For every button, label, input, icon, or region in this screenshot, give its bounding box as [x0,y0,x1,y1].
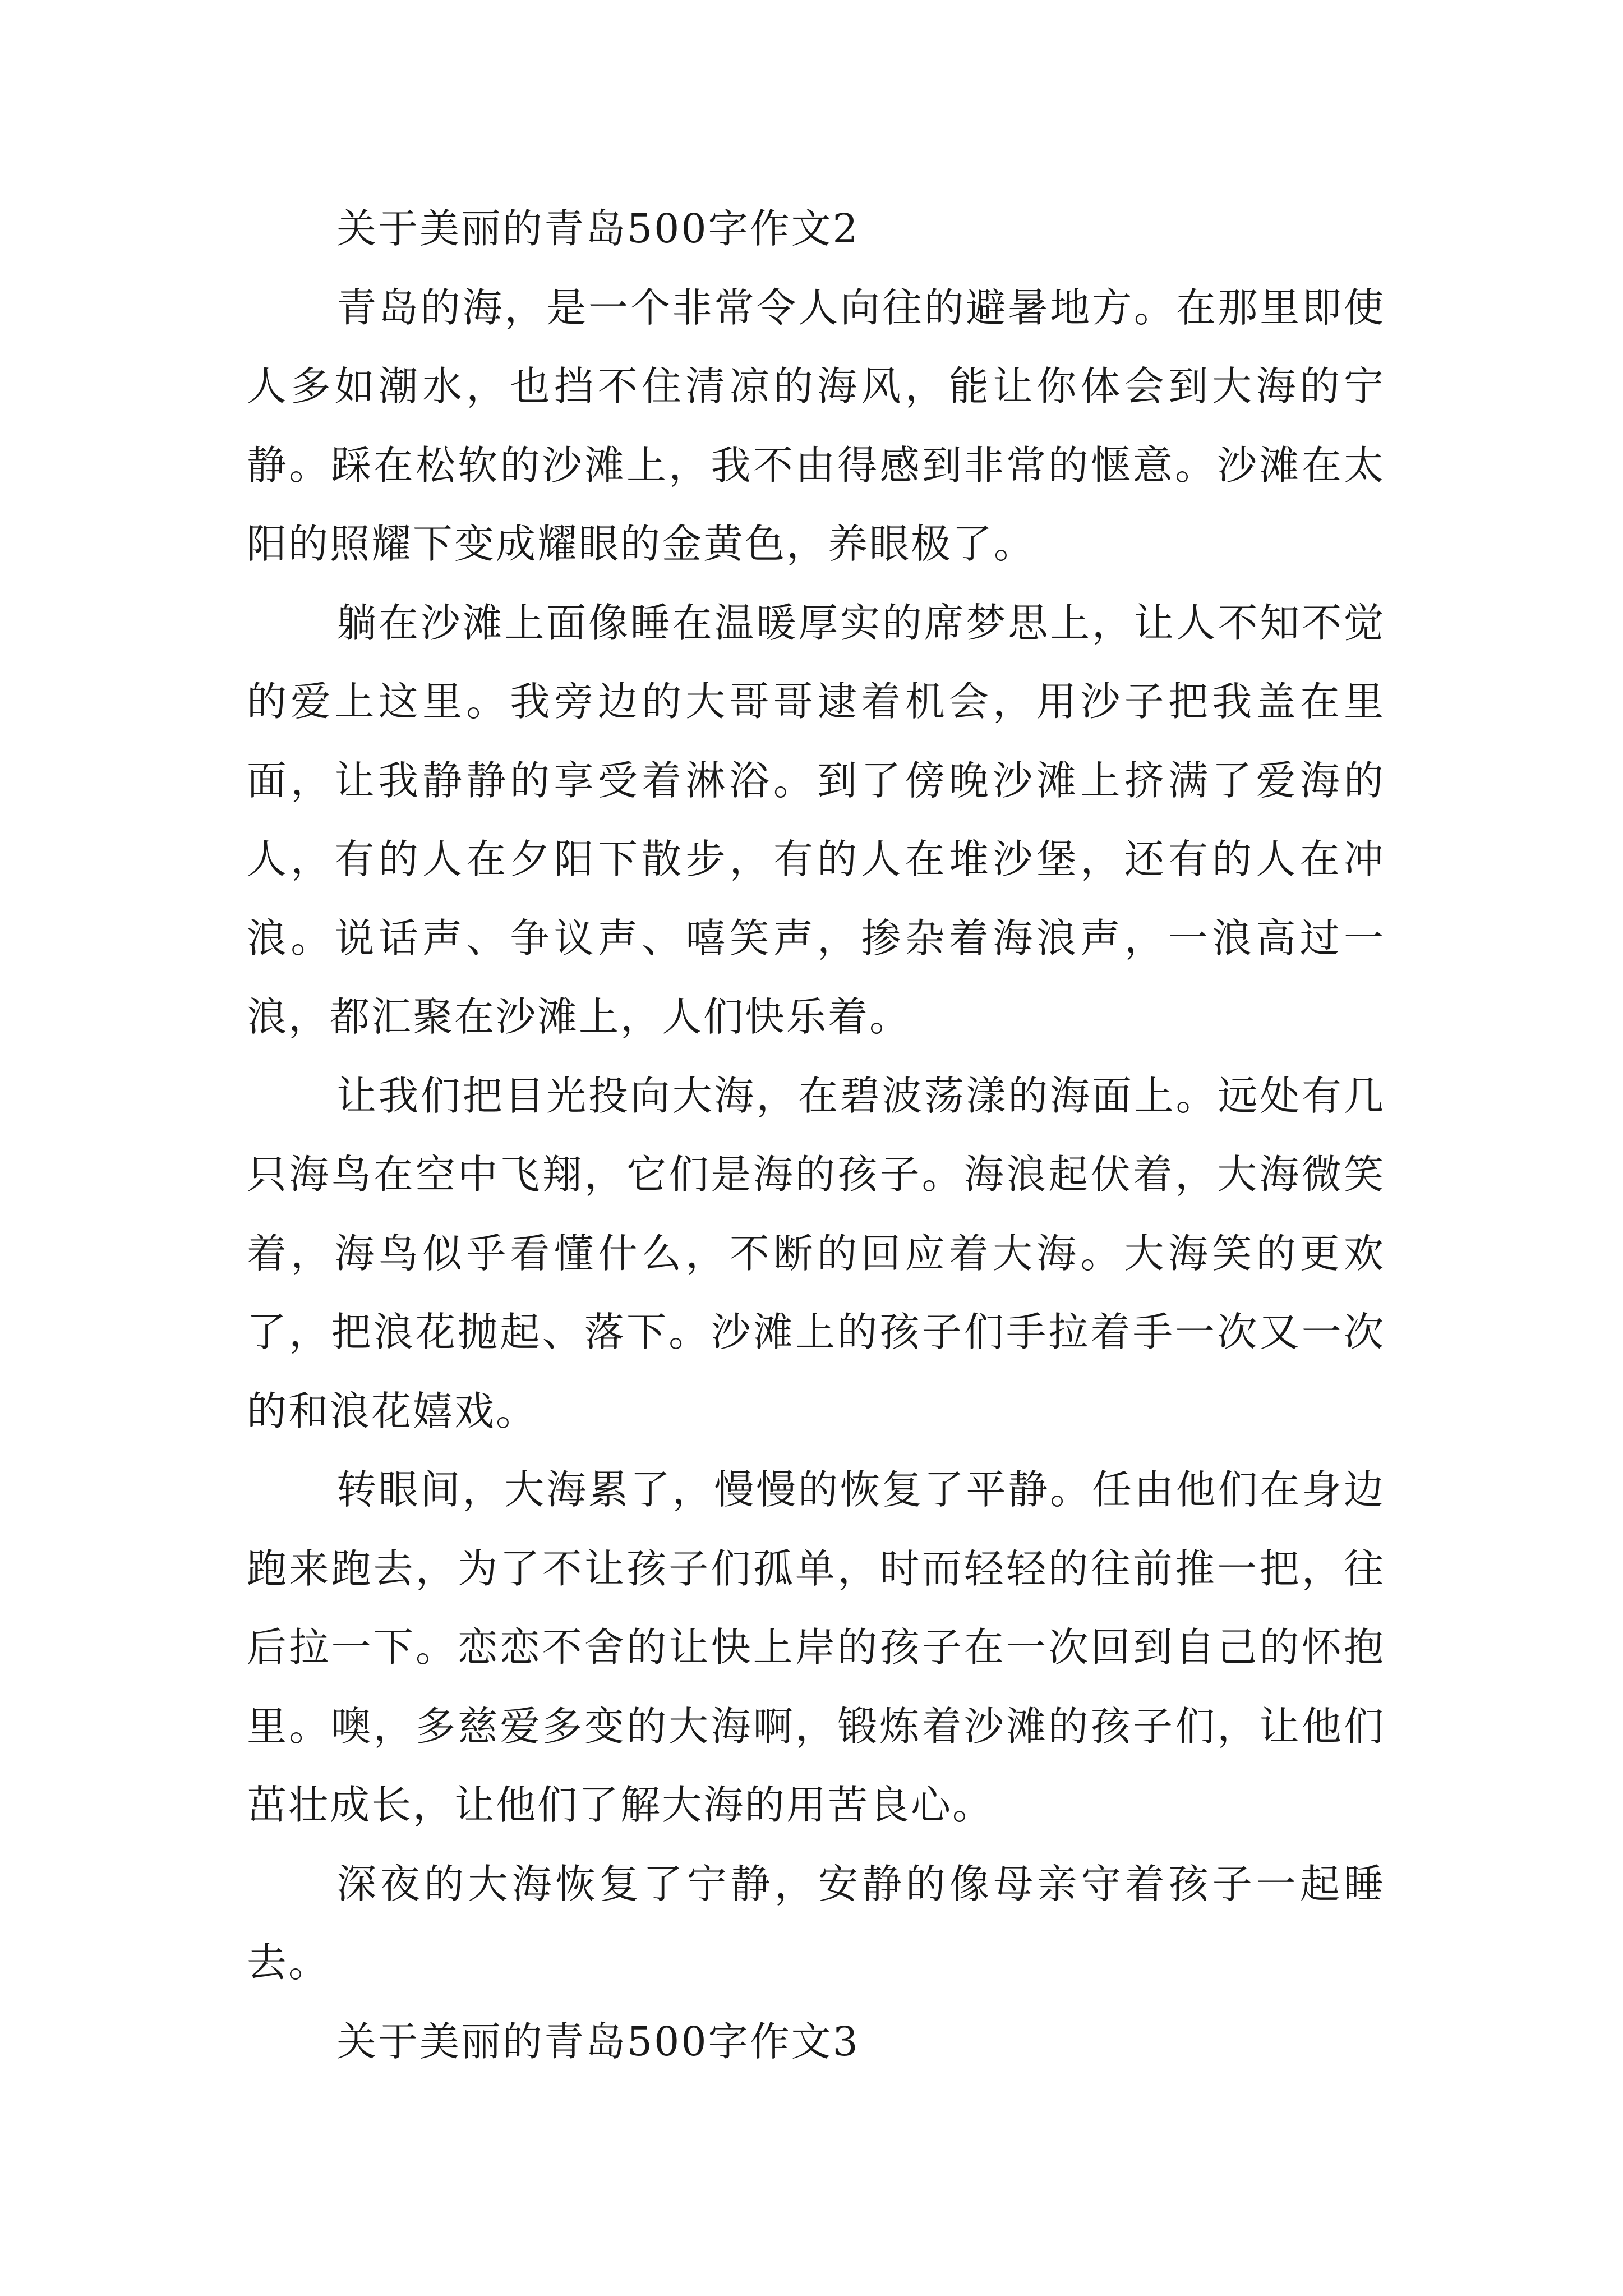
paragraph-1: 青岛的海，是一个非常令人向往的避暑地方。在那里即使人多如潮水，也挡不住清凉的海风，能让你体会到大海的宁静。踩在松软的沙滩上，我不由得感到非常的惬意。沙滩在太阳的照耀下变成耀眼的金黄色，养眼极了。 [247,284,1385,567]
paragraph-5: 深夜的大海恢复了宁静，安静的像母亲守着孩子一起睡去。 [247,1860,1385,1986]
paragraph-4: 转眼间，大海累了，慢慢的恢复了平静。任由他们在身边跑来跑去，为了不让孩子们孤单，时而轻轻的往前推一把，往后拉一下。恋恋不舍的让快上岸的孩子在一次回到自己的怀抱里。噢，多慈爱多变的大海啊，锻炼着沙滩的孩子们，让他们茁壮成长，让他们了解大海的用苦良心。 [247,1466,1385,1828]
document-body [247,190,1385,2081]
paragraph-3: 让我们把目光投向大海，在碧波荡漾的海面上。远处有几只海鸟在空中飞翔，它们是海的孩子。海浪起伏着，大海微笑着，海鸟似乎看懂什么，不断的回应着大海。大海笑的更欢了，把浪花抛起、落下。沙滩上的孩子们手拉着手一次又一次的和浪花嬉戏。 [247,1072,1385,1434]
paragraph-2: 躺在沙滩上面像睡在温暖厚实的席梦思上，让人不知不觉的爱上这里。我旁边的大哥哥逮着机会，用沙子把我盖在里面，让我静静的享受着淋浴。到了傍晚沙滩上挤满了爱海的人，有的人在夕阳下散步，有的人在堆沙堡，还有的人在冲浪。说话声、争议声、嘻笑声，掺杂着海浪声，一浪高过一浪，都汇聚在沙滩上，人们快乐着。 [247,599,1385,1040]
essay-heading-2: 关于美丽的青岛500字作文2 [336,205,860,252]
essay-heading-3: 关于美丽的青岛500字作文3 [336,2018,860,2065]
